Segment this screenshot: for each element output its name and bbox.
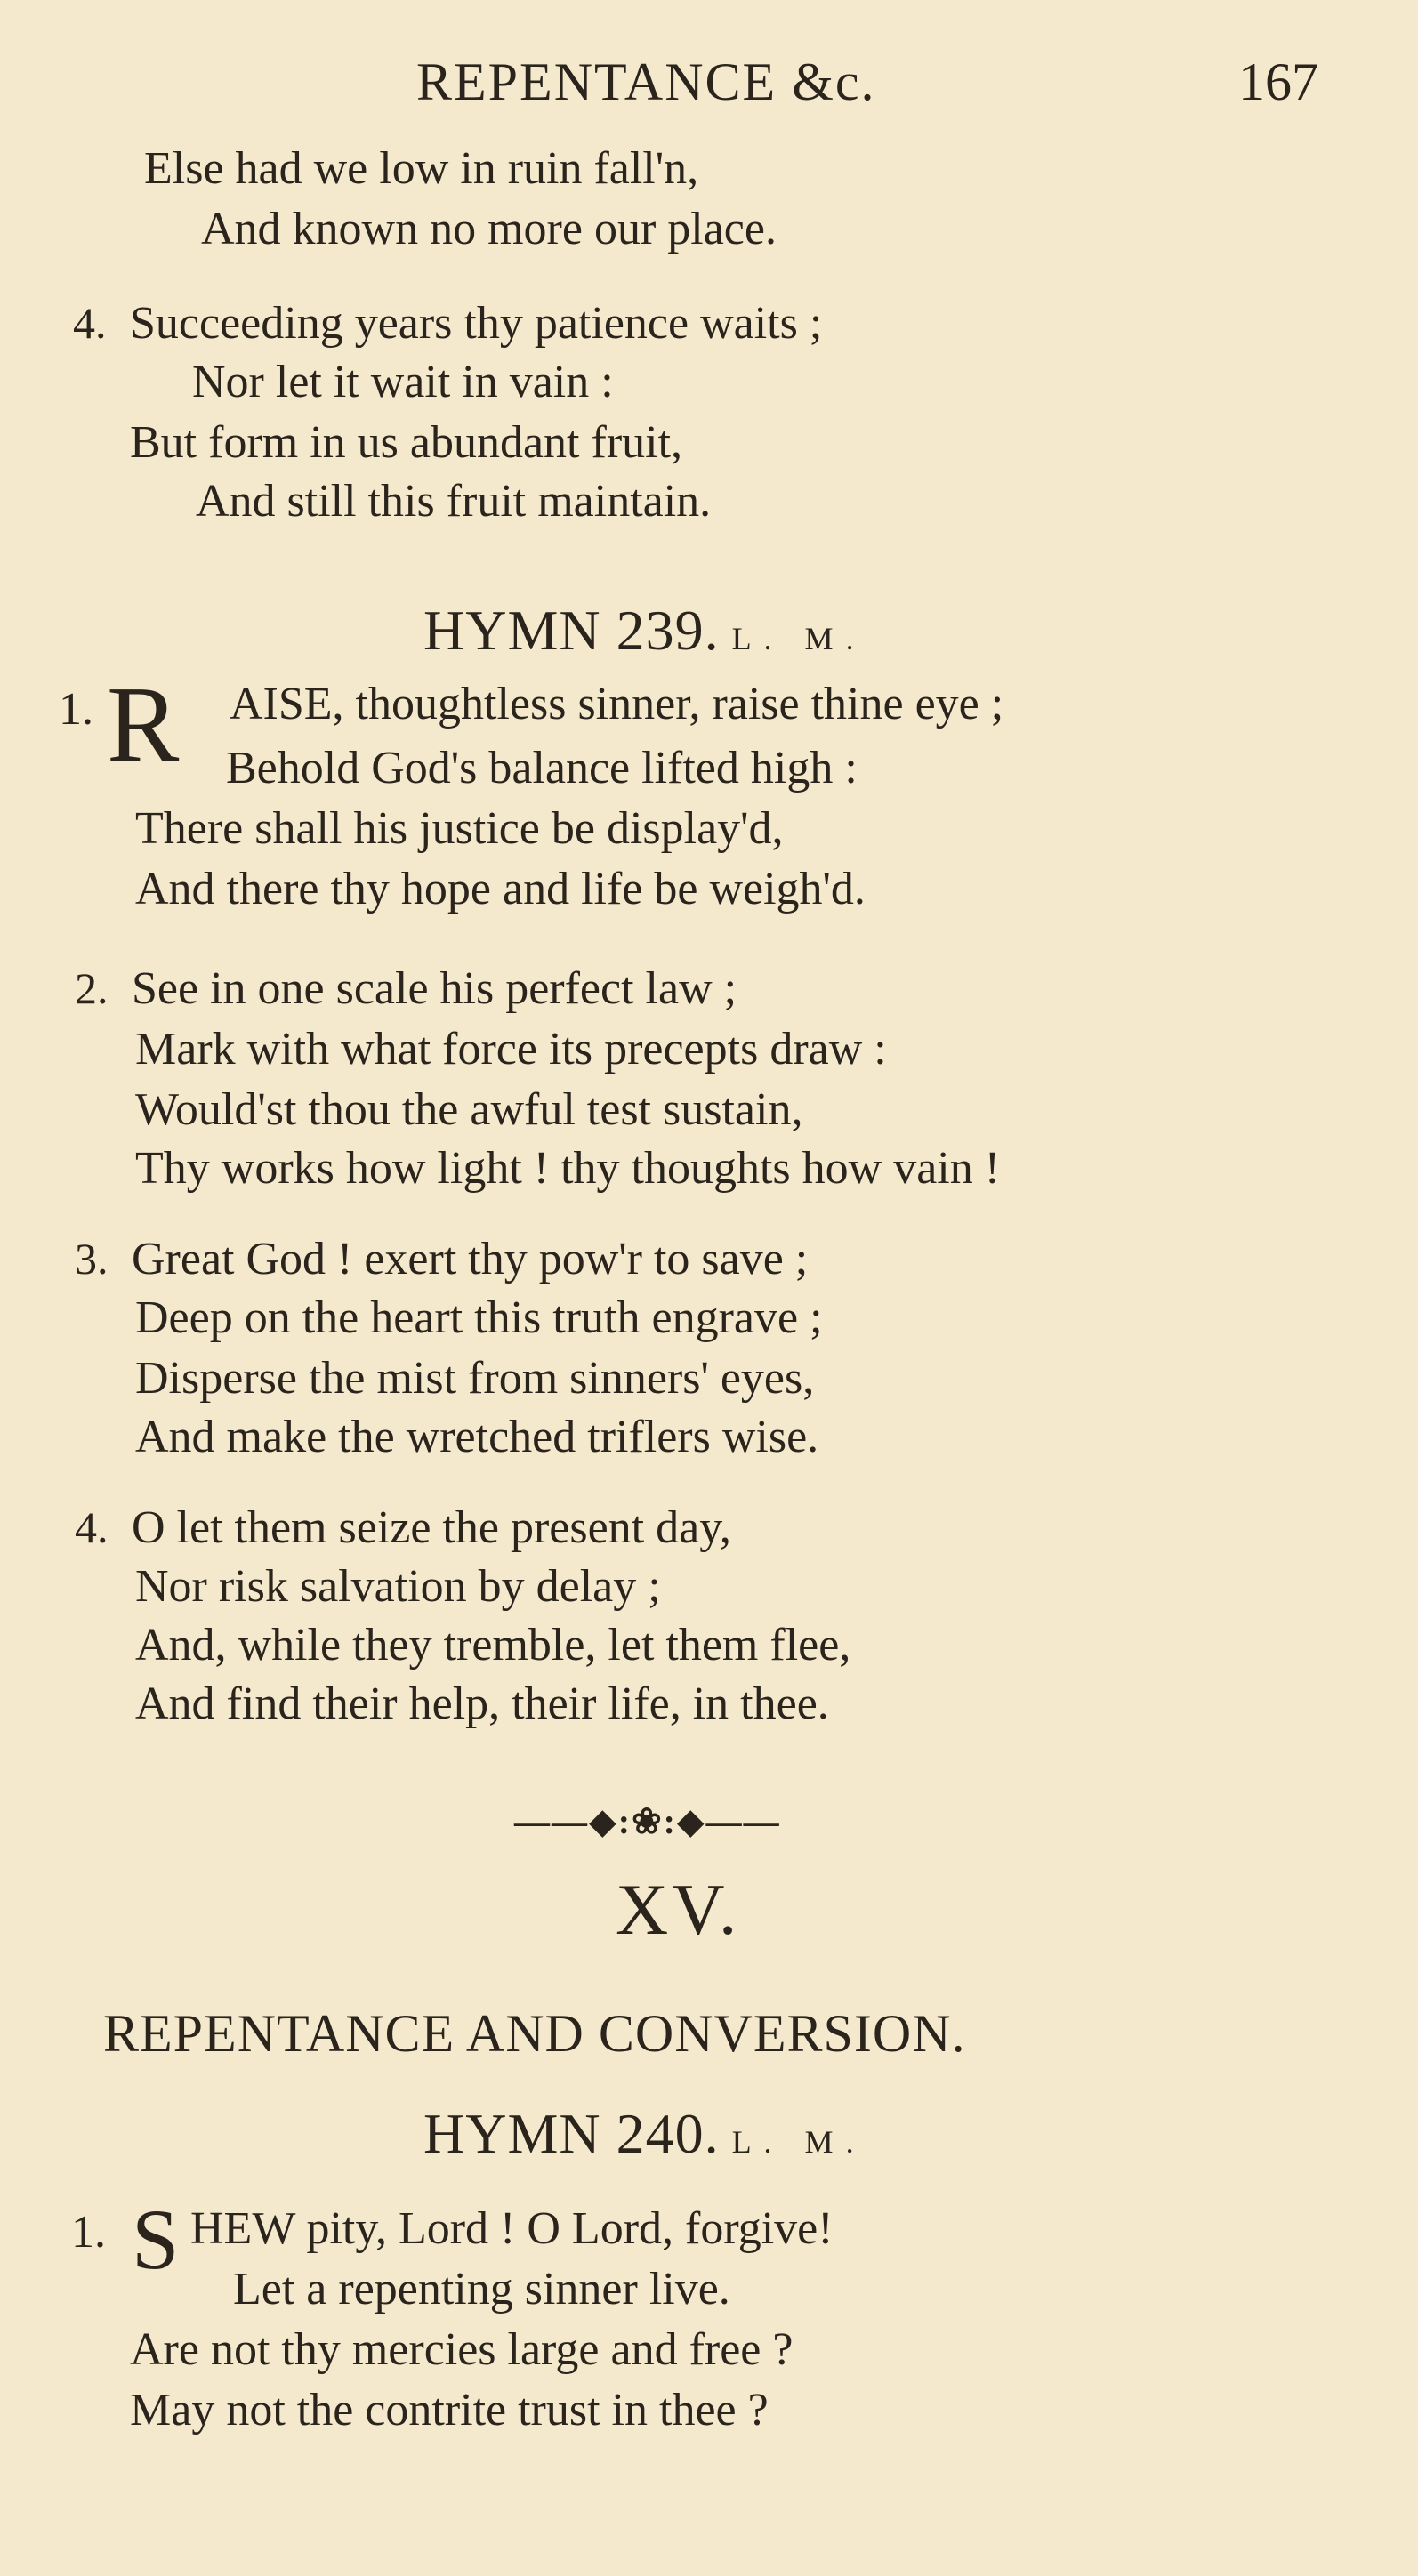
verse-line: Behold God's balance lifted high :	[226, 743, 858, 793]
verse-number: 4.	[75, 1502, 109, 1552]
verse-line: And known no more our place.	[201, 204, 777, 254]
verse-line: 4. Succeeding years thy patience waits ;	[73, 298, 823, 349]
drop-cap: S	[132, 2192, 180, 2287]
page-header	[0, 52, 1418, 114]
verse-line: May not the contrite trust in thee ?	[130, 2385, 769, 2435]
verse-line: There shall his justice be display'd,	[135, 803, 784, 854]
verse-line: HEW pity, Lord ! O Lord, forgive!	[190, 2203, 834, 2254]
verse-number: 1.	[59, 684, 93, 735]
verse-line: Thy works how light ! thy thoughts how vain !	[135, 1143, 1001, 1194]
verse-number: 2.	[75, 963, 109, 1013]
running-title: REPENTANCE &c.	[416, 52, 876, 111]
hymn-title: HYMN 240. L. M.	[423, 2102, 866, 2165]
verse-line: Mark with what force its precepts draw :	[135, 1024, 887, 1075]
verse-line: Else had we low in ruin fall'n,	[144, 143, 699, 194]
verse-line: And still this fruit maintain.	[196, 476, 712, 527]
verse-line: 4. O let them seize the present day,	[75, 1502, 731, 1553]
verse-line: Nor risk salvation by delay ;	[135, 1561, 661, 1612]
hymn-meter: L. M.	[731, 621, 866, 656]
verse-line: Disperse the mist from sinners' eyes,	[135, 1353, 815, 1404]
verse-line: And make the wretched triflers wise.	[135, 1412, 819, 1462]
verse-line: Would'st thou the awful test sustain,	[135, 1084, 803, 1135]
verse-line: Nor let it wait in vain :	[192, 357, 614, 407]
verse-line: AISE, thoughtless sinner, raise thine eye ;	[230, 679, 1004, 729]
verse-number: 1.	[71, 2207, 106, 2258]
verse-number: 3.	[75, 1234, 109, 1284]
verse-line: 2. See in one scale his perfect law ;	[75, 963, 737, 1014]
section-title: REPENTANCE AND CONVERSION.	[103, 2004, 966, 2063]
verse-line: 3. Great God ! exert thy pow'r to save ;	[75, 1234, 809, 1284]
verse-line: Deep on the heart this truth engrave ;	[135, 1292, 823, 1343]
page-number: 167	[1238, 52, 1318, 111]
verse-line: But form in us abundant fruit,	[130, 417, 683, 468]
verse-line: And find their help, their life, in thee.	[135, 1678, 829, 1729]
verse-line: Are not thy mercies large and free ?	[130, 2324, 794, 2375]
hymn-meter: L. M.	[731, 2124, 866, 2160]
drop-cap: R	[107, 664, 180, 785]
hymn-title: HYMN 239. L. M.	[423, 599, 866, 662]
section-number: XV.	[616, 1869, 741, 1950]
ornament-divider: ——◆:❀:◆——	[514, 1801, 781, 1841]
verse-line: And, while they tremble, let them flee,	[135, 1620, 851, 1670]
verse-line: And there thy hope and life be weigh'd.	[135, 864, 866, 914]
verse-line: Let a repenting sinner live.	[233, 2264, 730, 2314]
verse-number: 4.	[73, 298, 107, 348]
